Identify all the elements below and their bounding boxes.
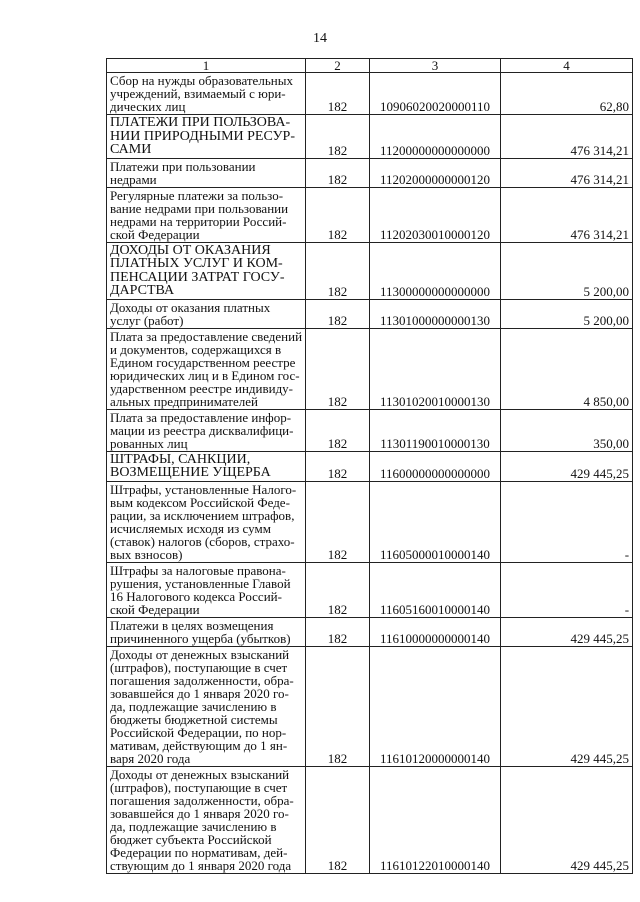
revenue-name-line: Штрафы за налоговые правона- bbox=[110, 562, 286, 578]
revenue-name-line: вание недрами при пользовании bbox=[110, 200, 289, 216]
amount-cell: 62,80 bbox=[501, 73, 633, 115]
table-row bbox=[107, 617, 633, 646]
page-number: 14 bbox=[313, 31, 327, 46]
table-row bbox=[107, 187, 633, 242]
revenue-name-line: Плата за предоставление инфор- bbox=[110, 409, 292, 425]
revenue-name-line: (ставок) налогов (сборов, страхо- bbox=[110, 533, 295, 549]
revenue-name-line: недрами на территории Россий- bbox=[110, 213, 287, 229]
header-col-4: 4 bbox=[501, 59, 633, 73]
revenue-name-line: (штрафов), поступающие в счет bbox=[110, 659, 288, 675]
revenue-name-line: зовавшейся до 1 января 2020 го- bbox=[110, 805, 289, 821]
revenue-name-cell bbox=[107, 242, 306, 299]
budget-code-cell: 11300000000000000 bbox=[370, 242, 501, 299]
revenue-name-cell bbox=[107, 451, 306, 481]
table-row bbox=[107, 562, 633, 617]
header-col-3: 3 bbox=[370, 59, 501, 73]
revenue-name-line: Плата за предоставление сведений bbox=[110, 328, 303, 344]
revenue-name-line: да, подлежащие зачислению в bbox=[110, 698, 277, 714]
revenue-name-line: ПЕНСАЦИИ ЗАТРАТ ГОСУ- bbox=[110, 269, 285, 285]
budget-code-cell: 11610122010000140 bbox=[370, 766, 501, 873]
revenue-name-line: НИИ ПРИРОДНЫМИ РЕСУР- bbox=[110, 128, 295, 144]
revenue-table bbox=[106, 58, 633, 874]
admin-code-cell: 182 bbox=[306, 617, 370, 646]
revenue-name-cell bbox=[107, 187, 306, 242]
table-row bbox=[107, 481, 633, 562]
amount-cell: 429 445,25 bbox=[501, 766, 633, 873]
admin-code-cell: 182 bbox=[306, 409, 370, 451]
revenue-name-line: вых взносов) bbox=[110, 546, 183, 562]
revenue-name-line: Платежи при пользовании bbox=[110, 158, 256, 174]
admin-code-cell: 182 bbox=[306, 115, 370, 159]
revenue-name-cell bbox=[107, 158, 306, 187]
table-row bbox=[107, 646, 633, 766]
table-row bbox=[107, 409, 633, 451]
revenue-name-line: Доходы от оказания платных bbox=[110, 299, 271, 315]
revenue-name-line: погашения задолженности, обра- bbox=[110, 672, 294, 688]
revenue-name-cell bbox=[107, 481, 306, 562]
revenue-name-line: услуг (работ) bbox=[110, 312, 184, 328]
amount-cell: - bbox=[501, 562, 633, 617]
table-row bbox=[107, 242, 633, 299]
revenue-name-cell bbox=[107, 646, 306, 766]
budget-code-cell: 11301020010000130 bbox=[370, 328, 501, 409]
revenue-name-line: Федерации по нормативам, дей- bbox=[110, 844, 288, 860]
revenue-name-line: ШТРАФЫ, САНКЦИИ, bbox=[110, 451, 251, 467]
admin-code-cell: 182 bbox=[306, 481, 370, 562]
amount-cell: 4 850,00 bbox=[501, 328, 633, 409]
revenue-name-line: ПЛАТЕЖИ ПРИ ПОЛЬЗОВА- bbox=[110, 115, 291, 130]
revenue-name-line: и документов, содержащихся в bbox=[110, 341, 282, 357]
table-row bbox=[107, 299, 633, 328]
revenue-name-line: Платежи в целях возмещения bbox=[110, 617, 274, 633]
revenue-name-line: учреждений, взимаемый с юри- bbox=[110, 86, 286, 101]
budget-code-cell: 11301000000000130 bbox=[370, 299, 501, 328]
revenue-name-line: бюджет субъекта Российской bbox=[110, 831, 272, 847]
budget-code-cell: 11301190010000130 bbox=[370, 409, 501, 451]
table-header-row bbox=[107, 59, 633, 73]
revenue-name-line: (штрафов), поступающие в счет bbox=[110, 779, 288, 795]
revenue-name-line: Доходы от денежных взысканий bbox=[110, 646, 290, 662]
revenue-name-cell bbox=[107, 766, 306, 873]
admin-code-cell: 182 bbox=[306, 328, 370, 409]
revenue-name-line: ДОХОДЫ ОТ ОКАЗАНИЯ bbox=[110, 242, 271, 258]
revenue-name-line: ПЛАТНЫХ УСЛУГ И КОМ- bbox=[110, 256, 283, 271]
admin-code-cell: 182 bbox=[306, 451, 370, 481]
revenue-name-line: мативам, действующим до 1 ян- bbox=[110, 737, 288, 753]
amount-cell: - bbox=[501, 481, 633, 562]
revenue-name-line: вым кодексом Российской Феде- bbox=[110, 494, 290, 510]
amount-cell: 429 445,25 bbox=[501, 646, 633, 766]
table-row bbox=[107, 328, 633, 409]
header-col-2: 2 bbox=[306, 59, 370, 73]
amount-cell: 476 314,21 bbox=[501, 187, 633, 242]
revenue-name-line: бюджеты бюджетной системы bbox=[110, 711, 278, 727]
revenue-name-line: погашения задолженности, обра- bbox=[110, 792, 294, 808]
revenue-name-cell bbox=[107, 617, 306, 646]
revenue-name-line: 16 Налогового кодекса Россий- bbox=[110, 588, 282, 604]
revenue-name-cell bbox=[107, 73, 306, 115]
revenue-name-line: зовавшейся до 1 января 2020 го- bbox=[110, 685, 289, 701]
admin-code-cell: 182 bbox=[306, 73, 370, 115]
header-col-1: 1 bbox=[107, 59, 306, 73]
revenue-name-line: да, подлежащие зачислению в bbox=[110, 818, 277, 834]
table-row bbox=[107, 766, 633, 873]
amount-cell: 350,00 bbox=[501, 409, 633, 451]
revenue-name-line: Регулярные платежи за пользо- bbox=[110, 187, 284, 203]
revenue-name-cell bbox=[107, 328, 306, 409]
revenue-name-line: рованных лиц bbox=[110, 435, 188, 451]
table-row bbox=[107, 451, 633, 481]
revenue-name-line: рации, за исключением штрафов, bbox=[110, 507, 295, 523]
amount-cell: 5 200,00 bbox=[501, 242, 633, 299]
amount-cell: 429 445,25 bbox=[501, 617, 633, 646]
revenue-name-line: Российской Федерации, по нор- bbox=[110, 724, 287, 740]
budget-code-cell: 11610000000000140 bbox=[370, 617, 501, 646]
admin-code-cell: 182 bbox=[306, 242, 370, 299]
budget-code-cell: 11202000000000120 bbox=[370, 158, 501, 187]
budget-code-cell: 11202030010000120 bbox=[370, 187, 501, 242]
revenue-name-line: САМИ bbox=[110, 142, 152, 157]
revenue-name-line: ской Федерации bbox=[110, 601, 200, 617]
revenue-name-line: ской Федерации bbox=[110, 226, 200, 242]
revenue-name-cell bbox=[107, 299, 306, 328]
admin-code-cell: 182 bbox=[306, 646, 370, 766]
budget-code-cell: 11200000000000000 bbox=[370, 115, 501, 159]
table-row bbox=[107, 115, 633, 159]
budget-code-cell: 11610120000000140 bbox=[370, 646, 501, 766]
revenue-name-line: дических лиц bbox=[110, 99, 186, 114]
amount-cell: 5 200,00 bbox=[501, 299, 633, 328]
admin-code-cell: 182 bbox=[306, 766, 370, 873]
admin-code-cell: 182 bbox=[306, 158, 370, 187]
revenue-name-line: мации из реестра дисквалифици- bbox=[110, 422, 294, 438]
revenue-name-line: ударственном реестре индивиду- bbox=[110, 380, 294, 396]
admin-code-cell: 182 bbox=[306, 299, 370, 328]
admin-code-cell: 182 bbox=[306, 187, 370, 242]
revenue-name-line: ствующим до 1 января 2020 года bbox=[110, 857, 292, 873]
budget-code-cell: 10906020020000110 bbox=[370, 73, 501, 115]
revenue-name-line: Штрафы, установленные Налого- bbox=[110, 481, 297, 497]
revenue-name-line: Сбор на нужды образовательных bbox=[110, 73, 293, 88]
revenue-name-cell bbox=[107, 409, 306, 451]
budget-code-cell: 11605000010000140 bbox=[370, 481, 501, 562]
revenue-table-body bbox=[107, 59, 633, 874]
amount-cell: 476 314,21 bbox=[501, 115, 633, 159]
revenue-name-line: исчисляемых исходя из сумм bbox=[110, 520, 271, 536]
table-row bbox=[107, 158, 633, 187]
revenue-name-cell bbox=[107, 562, 306, 617]
amount-cell: 429 445,25 bbox=[501, 451, 633, 481]
amount-cell: 476 314,21 bbox=[501, 158, 633, 187]
admin-code-cell: 182 bbox=[306, 562, 370, 617]
budget-code-cell: 11605160010000140 bbox=[370, 562, 501, 617]
table-row bbox=[107, 73, 633, 115]
revenue-name-line: юридических лиц и в Едином гос- bbox=[110, 367, 300, 383]
revenue-name-line: Едином государственном реестре bbox=[110, 354, 296, 370]
revenue-name-line: причиненного ущерба (убытков) bbox=[110, 630, 291, 646]
revenue-name-cell bbox=[107, 115, 306, 159]
revenue-name-line: Доходы от денежных взысканий bbox=[110, 766, 290, 782]
revenue-name-line: ДАРСТВА bbox=[110, 283, 175, 298]
revenue-name-line: альных предпринимателей bbox=[110, 393, 258, 409]
budget-code-cell: 11600000000000000 bbox=[370, 451, 501, 481]
revenue-name-line: недрами bbox=[110, 171, 157, 187]
revenue-name-line: ВОЗМЕЩЕНИЕ УЩЕРБА bbox=[110, 465, 271, 480]
revenue-name-line: рушения, установленные Главой bbox=[110, 575, 291, 591]
revenue-name-line: варя 2020 года bbox=[110, 750, 191, 766]
